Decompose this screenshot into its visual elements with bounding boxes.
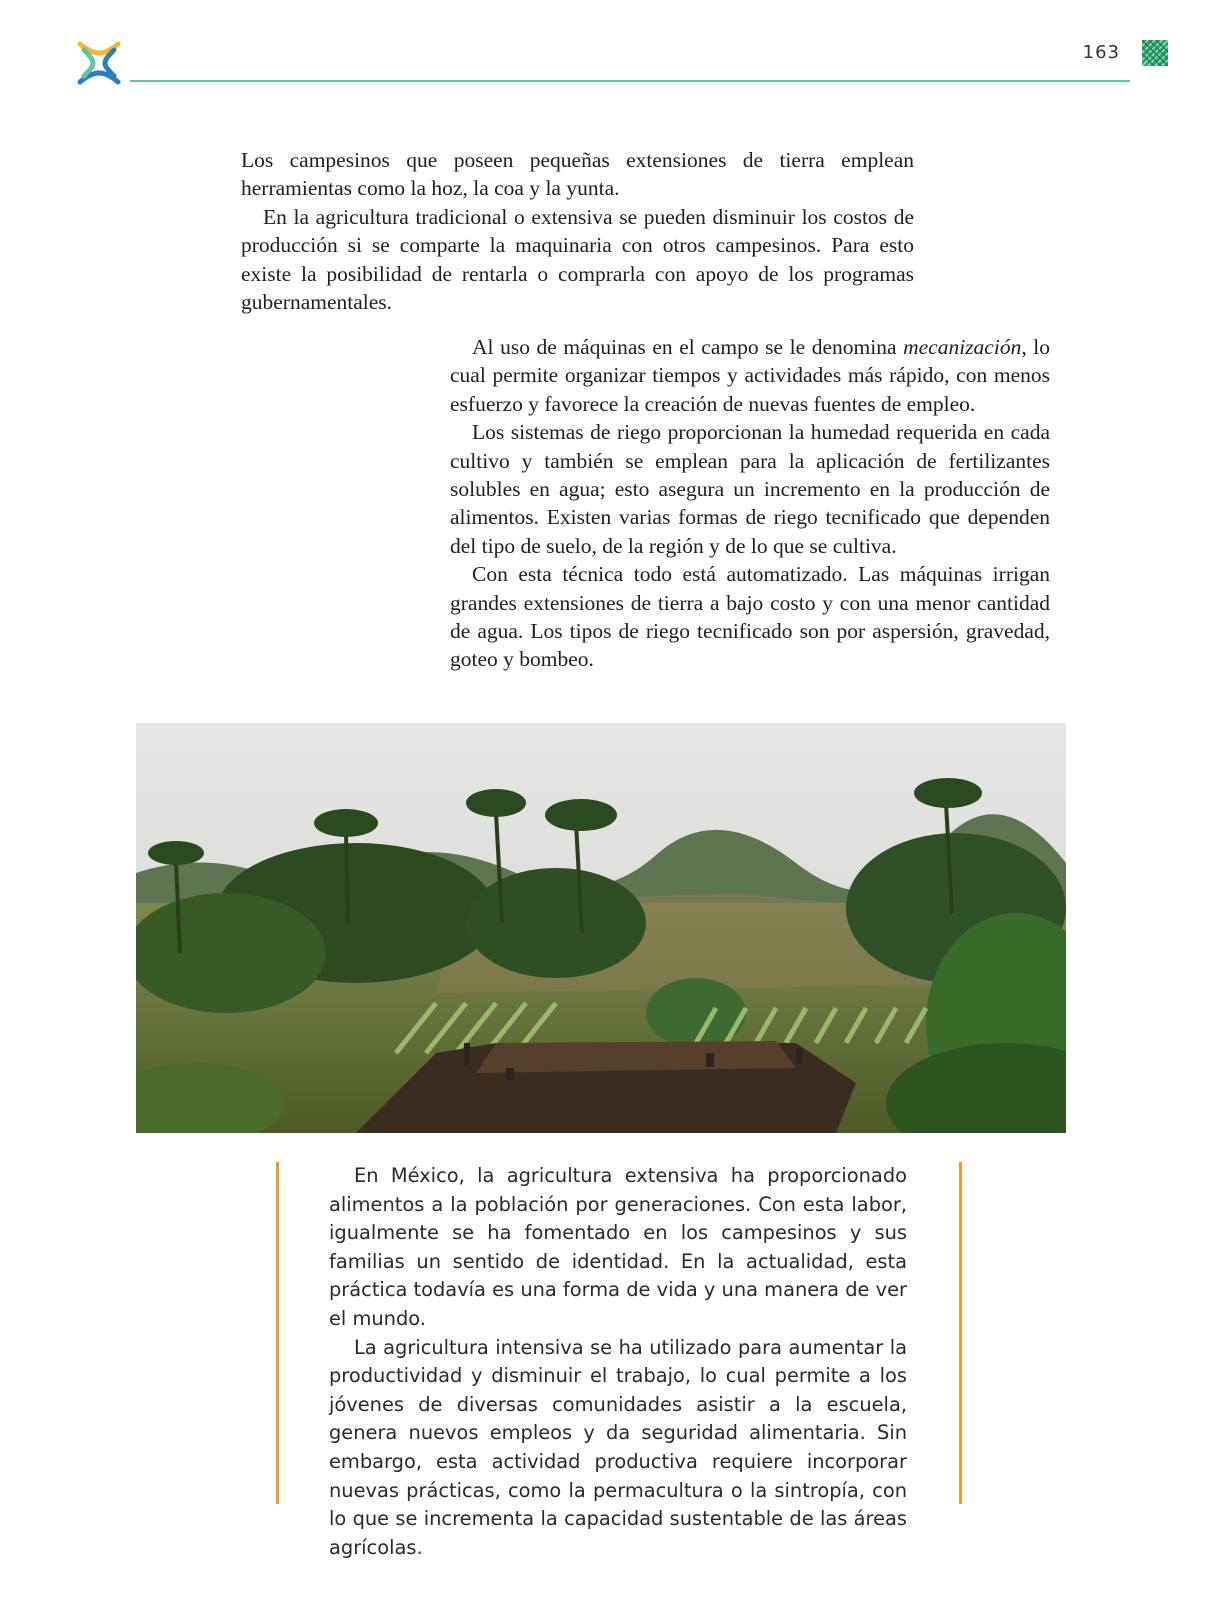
callout-text xyxy=(329,1162,907,1562)
green-knot-pattern-icon xyxy=(1142,40,1168,66)
callout-box xyxy=(276,1162,962,1559)
header-rule xyxy=(130,80,1130,82)
paragraph-irrigation: Los sistemas de riego proporcionan la humedad requerida en cada cultivo y también se emplean para la aplicación de fertilizantes solubles en agua; esto asegura un incremento en la producción de alimentos. Existen varias formas de riego tecnificado que dependen del tipo de suelo, de la región y de lo que se cultiva. xyxy=(450,420,1050,558)
page-number: 163 xyxy=(1082,42,1120,63)
intro-text xyxy=(241,146,914,316)
curved-x-logo-icon xyxy=(76,40,122,86)
mechanization-text xyxy=(450,333,1050,674)
paragraph-mechanization xyxy=(450,333,1050,418)
mechanization-pre: Al uso de máquinas en el campo se le denomina xyxy=(472,335,904,359)
mechanization-post: , lo cual permite organizar tiempos y actividades más rápido, con menos esfuerzo y favorece la creación de nuevas fuentes de empleo. xyxy=(450,335,1050,416)
paragraph-tools: Los campesinos que poseen pequeñas extensiones de tierra emplean herramientas como la hoz, la coa y la yunta. xyxy=(241,148,914,201)
callout-paragraph-intensive: La agricultura intensiva se ha utilizado para aumentar la productividad y disminuir el trabajo, lo cual permite a los jóvenes de diversas comunidades asistir a la escuela, genera nuevos empleos y da seguridad alimentaria. Sin embargo, esta actividad productiva requiere incorporar nuevas prácticas, como la permacultura o la sintropía, con lo que se incrementa la capacidad sustentable de las áreas agrícolas. xyxy=(329,1335,907,1559)
paragraph-automation: Con esta técnica todo está automatizado. Las máquinas irrigan grandes extensiones de tierra a bajo costo y con una menor cantidad de agua. Los tipos de riego tecnificado son por aspersión, gravedad, goteo y bombeo. xyxy=(450,562,1050,672)
callout-paragraph-extensive: En México, la agricultura extensiva ha proporcionado alimentos a la población por generaciones. Con esta labor, igualmente se ha fomentado en los campesinos y sus familias un sentido de identidad. En la actualidad, esta práctica todavía es una forma de vida y una manera de ver el mundo. xyxy=(329,1164,907,1330)
paragraph-costs: En la agricultura tradicional o extensiva se pueden disminuir los costos de producción si se comparte la maquinaria con otros campesinos. Para esto existe la posibilidad de rentarla o comprarla con apoyo de los programas gubernamentales. xyxy=(241,204,914,315)
farm-field-photo xyxy=(136,723,1066,1133)
mechanization-term: mecanización xyxy=(903,335,1022,359)
